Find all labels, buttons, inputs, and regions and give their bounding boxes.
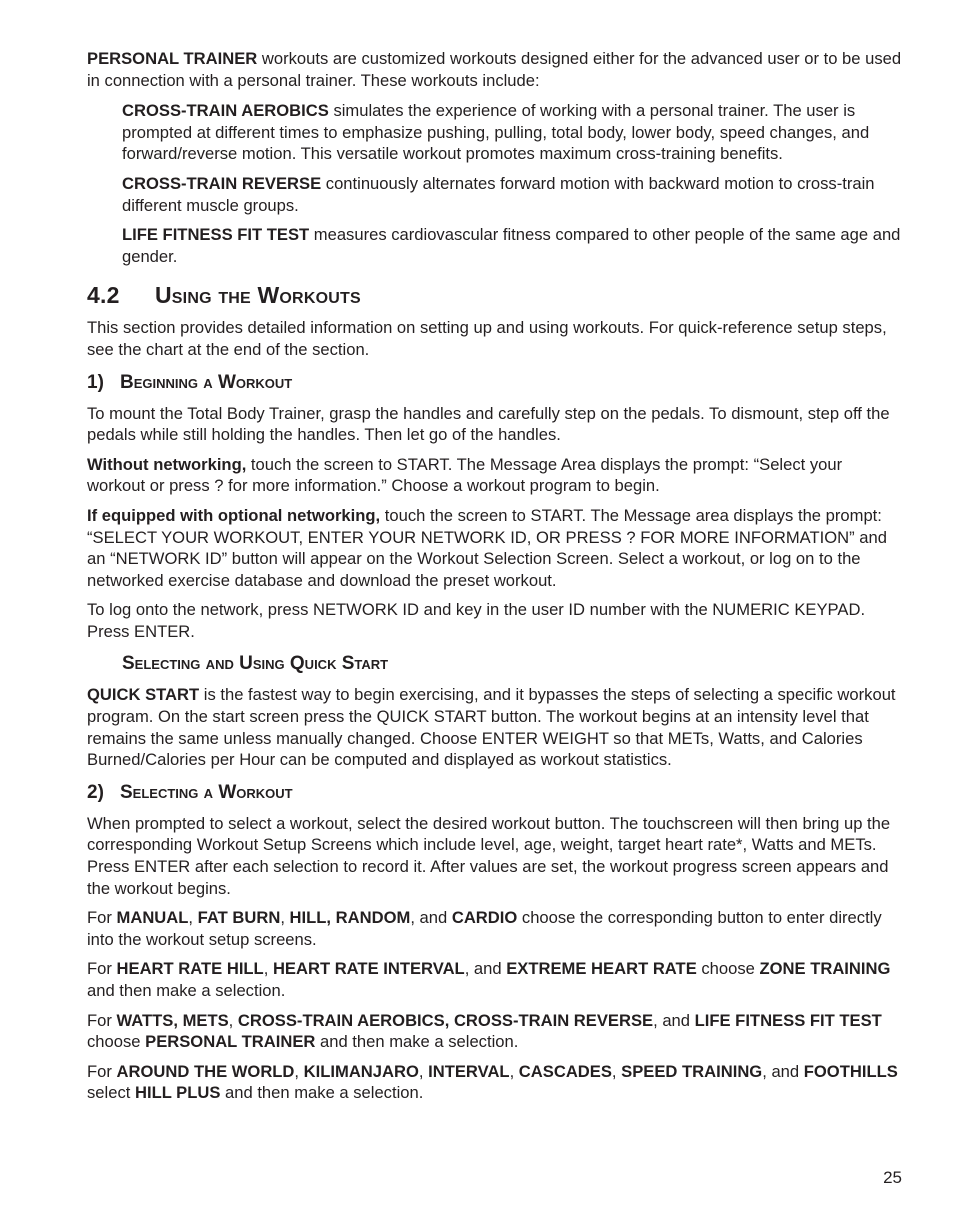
subsection-heading-selecting: 2) Selecting a Workout — [87, 781, 293, 803]
item-cross-train-aerobics: CROSS-TRAIN AEROBICS simulates the experience of working with a personal trainer. The user is prompted at different times to emphasize pushing, pulling, total body, lower body, speed changes, and forward/reverse motion. This versatile workout promotes maximum cross-training benefits. — [122, 101, 870, 164]
select-workout-paragraph: When prompted to select a workout, select the desired workout button. The touchscreen will then bring up the corresponding Workout Setup Screens which include level, age, weight, target heart rate*, Watts and METs. Press ENTER after each selection to record it. After values are set, the workout progress screen appears and the workout begins. — [87, 813, 891, 898]
subheading-quick-start: Selecting and Using Quick Start — [122, 653, 389, 675]
personal-trainer-intro: PERSONAL TRAINER workouts are customized workouts designed either for the advanced user or to be used in connection with a personal trainer. These workouts include: — [87, 49, 902, 90]
network-login-paragraph: To log onto the network, press NETWORK ID and key in the user ID number with the NUMERIC KEYPAD. Press ENTER. — [87, 600, 866, 641]
manual-page — [87, 48, 903, 1104]
quick-start-paragraph: QUICK START is the fastest way to begin exercising, and it bypasses the steps of selecting a specific workout program. On the start screen press the QUICK START button. The workout begins at an intensity level that remains the same unless manually changed. Choose ENTER WEIGHT so that METs, Watts, and Calories Burned/Calories per Hour can be computed and displayed as workout statistics. — [87, 685, 896, 770]
rule-hill-plus: For AROUND THE WORLD, KILIMANJARO, INTERVAL, CASCADES, SPEED TRAINING, and FOOTHILLS select HILL PLUS and then make a selection. — [87, 1061, 898, 1103]
page-number: 25 — [883, 1168, 902, 1187]
rule-heart-rate: For HEART RATE HILL, HEART RATE INTERVAL, and EXTREME HEART RATE choose ZONE TRAINING and then make a selection. — [87, 959, 891, 1000]
rule-manual-fat-burn: For MANUAL, FAT BURN, HILL, RANDOM, and CARDIO choose the corresponding button to enter directly into the workout setup screens. — [87, 908, 882, 949]
mount-instructions: To mount the Total Body Trainer, grasp the handles and carefully step on the pedals. To dismount, step off the pedals while still holding the handles. Then let go of the handles. — [87, 403, 890, 445]
rule-personal-trainer: For WATTS, METS, CROSS-TRAIN AEROBICS, CROSS-TRAIN REVERSE, and LIFE FITNESS FIT TEST choose PERSONAL TRAINER and then make a selection. — [87, 1010, 882, 1052]
item-life-fitness-fit-test: LIFE FITNESS FIT TEST measures cardiovascular fitness compared to other people of the same age and gender. — [122, 225, 901, 266]
term-personal-trainer: PERSONAL TRAINER — [87, 49, 258, 68]
section-title: Using the Workouts — [155, 282, 361, 309]
item-cross-train-reverse: CROSS-TRAIN REVERSE continuously alternates forward motion with backward motion to cross-train different muscle groups. — [122, 173, 875, 215]
without-networking-paragraph: Without networking, touch the screen to START. The Message Area displays the prompt: “Select your workout or press ? for more information.” Choose a workout program to begin. — [87, 454, 843, 496]
section-number: 4.2 — [87, 282, 120, 309]
section-heading — [87, 281, 903, 309]
subsection-heading-beginning: 1) Beginning a Workout — [87, 371, 293, 393]
section-intro: This section provides detailed information on setting up and using workouts. For quick-reference setup steps, see the chart at the end of the section. — [87, 318, 887, 359]
with-networking-paragraph: If equipped with optional networking, touch the screen to START. The Message area displays the prompt: “SELECT YOUR WORKOUT, ENTER YOUR NETWORK ID, OR PRESS ? FOR MORE INFORMATION” and an “NETWORK ID” button will appear on the Workout Selection Screen. Select a workout, or log on to the networked exercise database and download the preset workout. — [87, 505, 887, 590]
